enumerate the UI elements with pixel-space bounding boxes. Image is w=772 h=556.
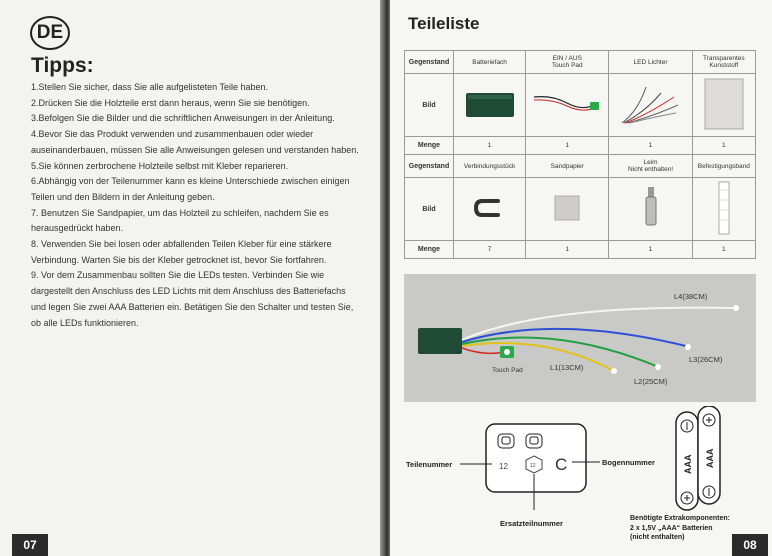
tip-item: 7. Benutzen Sie Sandpapier, um das Holzteil zu schleifen, nachdem Sie es herausgedrückt haben. — [31, 207, 329, 234]
tip-item: 2.Drücken Sie die Holzteile erst dann heraus, wenn Sie sie benötigen. — [31, 97, 310, 108]
part-quantity: 1 — [609, 137, 692, 155]
page-number-left: 07 — [12, 534, 48, 556]
part-name: Transparentes Kunststoff — [692, 51, 755, 74]
glue-icon — [609, 178, 692, 241]
replacement-number-label: Ersatzteilnummer — [500, 519, 563, 528]
part-quantity: 1 — [692, 241, 755, 259]
parts-list-title: Teileliste — [408, 14, 480, 33]
part-number-diagram — [404, 406, 766, 546]
right-page — [390, 0, 772, 556]
part-number-label: Teilenummer — [406, 460, 453, 469]
part-quantity: 7 — [454, 241, 526, 259]
wire-label-l3: L3(26CM) — [689, 355, 723, 364]
parts-table — [404, 50, 756, 259]
part-quantity: 1 — [526, 137, 609, 155]
row-label-quantity: Menge — [405, 241, 454, 259]
tips-title: Tipps: — [31, 54, 94, 77]
touch-pad-icon — [526, 74, 609, 137]
wire-label-l2: L2(25CM) — [634, 377, 668, 386]
part-number-value: 12 — [499, 462, 508, 471]
row-label-item: Gegenstand — [405, 155, 454, 178]
part-name: EIN / AUS Touch Pad — [526, 51, 609, 74]
tip-item: 5.Sie können zerbrochene Holzteile selbst mit Kleber reparieren. — [31, 160, 289, 171]
sheet-number-label: Bogennummer — [602, 458, 655, 467]
row-label-quantity: Menge — [405, 137, 454, 155]
left-page — [0, 0, 382, 556]
row-label-item: Gegenstand — [405, 51, 454, 74]
tip-item: 8. Verwenden Sie bei losen oder abfallenden Teilen Kleber für eine stärkere Verbindung. Warten Sie bis der Kleber getrocknet ist, bevor Sie fortfahren. — [31, 239, 332, 265]
wire-label-l1: L1(13CM) — [550, 363, 584, 372]
battery-label: AAA — [705, 448, 715, 468]
tip-item: 9. Vor dem Zusammenbau sollten Sie die LEDs testen. Verbinden Sie wie dargestellt den Anschluss des LED Lichts mit dem Anschluss des Batteriefachs und legen Sie zwei AAA Batterien ein. Betätigen Sie den Schalter und testen Sie, ob alle LEDs funktionieren. — [31, 270, 354, 328]
tip-item: 1.Stellen Sie sicher, dass Sie alle aufgelisteten Teile haben. — [31, 82, 268, 92]
part-name: Sandpapier — [526, 155, 609, 178]
touch-pad-icon — [500, 346, 514, 358]
plastic-sheet-icon — [692, 74, 755, 137]
touch-pad-label: Touch Pad — [492, 367, 523, 374]
part-name: Leim Nicht enthalten! — [609, 155, 692, 178]
language-badge: DE — [30, 16, 70, 50]
tips-list — [31, 80, 361, 331]
part-quantity: 1 — [609, 241, 692, 259]
part-name: Verbindungsstück — [454, 155, 526, 178]
tip-item: 3.Befolgen Sie die Bilder und die schriftlichen Anweisungen in der Anleitung. — [31, 113, 335, 124]
wire-label-l4: L4(38CM) — [674, 292, 708, 301]
led-lights-icon — [609, 74, 692, 137]
tip-item: 6.Abhängig von der Teilenummer kann es kleine Unterschiede zwischen einigen Teilen und den Bildern in der Anleitung geben. — [31, 176, 350, 202]
sheet-letter: C — [555, 455, 568, 474]
part-name: Batteriefach — [454, 51, 526, 74]
sandpaper-icon — [526, 178, 609, 241]
row-label-image: Bild — [405, 74, 454, 137]
battery-label: AAA — [683, 454, 693, 474]
tip-item: 4.Bevor Sie das Produkt verwenden und zusammenbauen oder wieder auseinanderbauen, müssen Sie alle Anweisungen gelesen und verstanden haben. — [31, 129, 359, 155]
part-name: Befestigungsband — [692, 155, 755, 178]
page-number-right: 08 — [732, 534, 768, 556]
row-label-image: Bild — [405, 178, 454, 241]
battery-box-icon — [454, 74, 526, 137]
connector-icon — [454, 178, 526, 241]
part-quantity: 1 — [454, 137, 526, 155]
led-wiring-photo — [404, 274, 756, 402]
part-name: LED Lichter — [609, 51, 692, 74]
part-quantity: 1 — [526, 241, 609, 259]
replacement-number-value: 12 — [530, 463, 536, 469]
part-quantity: 1 — [692, 137, 755, 155]
battery-box-icon — [418, 328, 462, 354]
tape-icon — [692, 178, 755, 241]
extra-components-note: Benötigte Extrakomponenten: 2 x 1,5V „AAA“ Batterien (nicht enthalten) — [630, 515, 730, 541]
